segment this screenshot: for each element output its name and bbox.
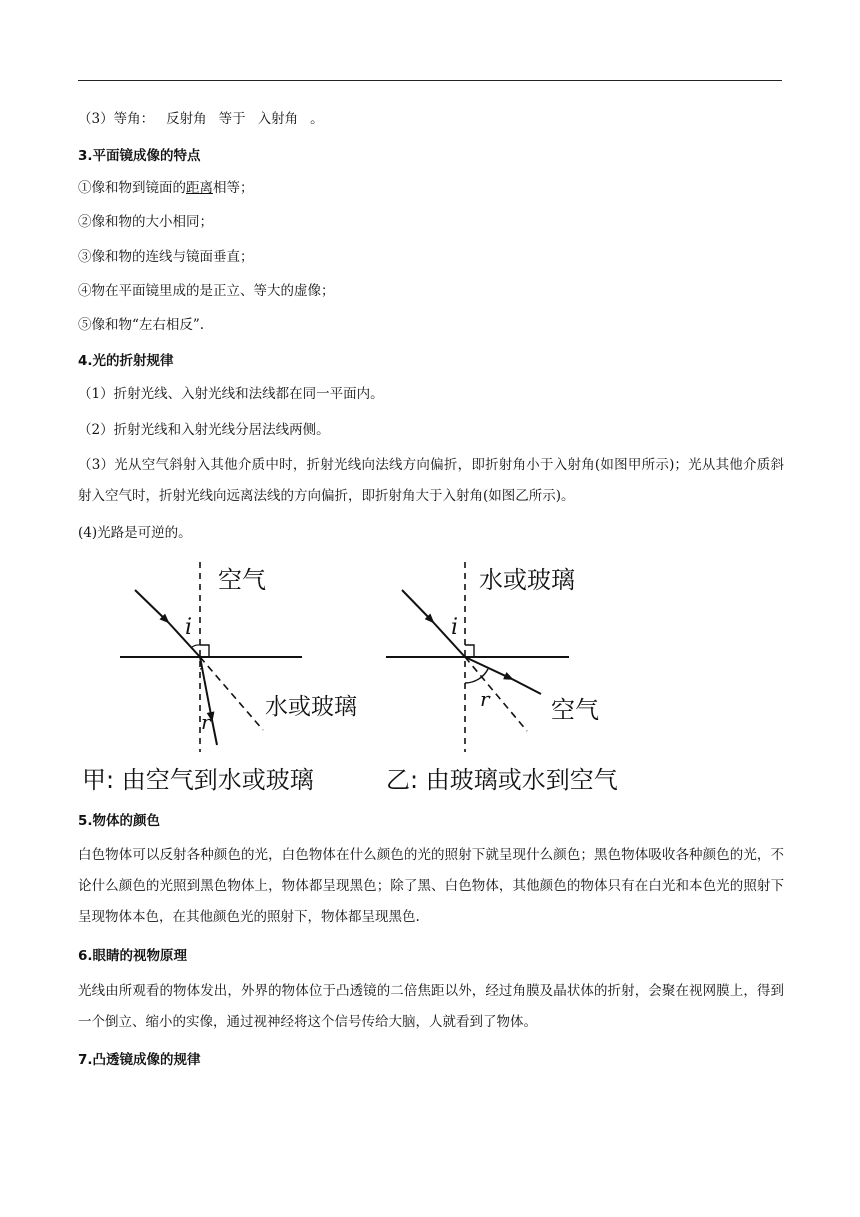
item-1-pre: ①像和物到镜面的 (78, 180, 186, 196)
section-5-body: 白色物体可以反射各种颜色的光，白色物体在什么颜色的光的照射下就呈现什么颜色；黑色物体吸收各种颜色的光，不论什么颜色的光照到黑色物体上，物体都呈现黑色；除了黑、白色物体，其他颜色的物体只有在白光和本色光的照射下呈现物体本色，在其他颜色光的照射下，物体都呈现黑色. (78, 847, 784, 925)
section-3-item-4: ④物在平面镜里成的是正立、等大的虚像； (78, 283, 335, 299)
left-bottom-medium-label: 水或玻璃 (265, 694, 357, 720)
right-angle-r-label: r (480, 687, 490, 711)
item-1-post: 相等； (213, 180, 254, 196)
section-7-heading: 7.凸透镜成像的规律 (78, 1052, 201, 1068)
section-5-heading: 5.物体的颜色 (78, 813, 161, 829)
left-right-angle-mark (200, 645, 209, 657)
section-3-heading: 3.平面镜成像的特点 (78, 148, 201, 164)
section-4-item-2: （2）折射光线和入射光线分居法线两侧。 (78, 422, 330, 438)
equals-text: 等于 (218, 111, 246, 127)
section-4-item-1: （1）折射光线、入射光线和法线都在同一平面内。 (78, 386, 384, 402)
reflection-angle-text: 反射角 (166, 111, 207, 127)
section-3-item-2: ②像和物的大小相同； (78, 214, 213, 230)
left-refracted-ray (212, 720, 217, 745)
section-4-item-4: (4)光路是可逆的。 (78, 525, 192, 541)
item-1-underlined: 距离 (186, 180, 213, 196)
right-refracted-ray (512, 679, 541, 694)
left-angle-r-arc (200, 668, 203, 669)
section-4-item-3: （3）光从空气斜射入其他介质中时，折射光线向法线方向偏折，即折射角小于入射角(如图甲所示)；光从其他介质斜射入空气时，折射光线向远离法线的方向偏折，即折射角大于入射角(如图乙所示)。 (78, 457, 784, 504)
diagram-right (386, 562, 618, 794)
left-incident-ray-arrow (135, 590, 168, 622)
left-angle-i-label: i (185, 615, 193, 640)
section-4-heading: 4.光的折射规律 (78, 353, 174, 369)
left-incident-ray (168, 622, 200, 657)
right-incident-ray (433, 622, 465, 657)
equal-angle-prefix: （3）等角： (78, 111, 155, 127)
incidence-angle-text: 入射角 (257, 111, 299, 127)
right-right-angle-mark (465, 645, 474, 657)
section-3-item-5: ⑤像和物“左右相反”. (78, 317, 205, 333)
section-6-heading: 6.眼睛的视物原理 (78, 948, 188, 964)
right-caption: 乙: 由玻璃或水到空气 (386, 766, 618, 794)
right-top-medium-label: 水或玻璃 (479, 566, 575, 594)
right-extension-line (465, 657, 527, 731)
right-incident-ray-arrow (402, 590, 433, 622)
right-bottom-medium-label: 空气 (551, 696, 599, 724)
section-6-body: 光线由所观看的物体发出，外界的物体位于凸透镜的二倍焦距以外，经过角膜及晶状体的折射，会聚在视网膜上，得到一个倒立、缩小的实像，通过视神经将这个信号传给大脑，人就看到了物体。 (78, 983, 784, 1030)
right-angle-i-label: i (451, 615, 459, 640)
left-angle-i-arc (192, 645, 200, 647)
left-top-medium-label: 空气 (218, 566, 266, 594)
right-refracted-ray-arrow (465, 657, 512, 679)
section-3-item-3: ③像和物的连线与镜面垂直； (78, 249, 254, 265)
left-angle-r-label: r (201, 710, 211, 734)
left-caption: 甲: 由空气到水或玻璃 (82, 766, 314, 794)
diagram-left (82, 562, 357, 794)
equal-angle-end: 。 (310, 111, 324, 127)
